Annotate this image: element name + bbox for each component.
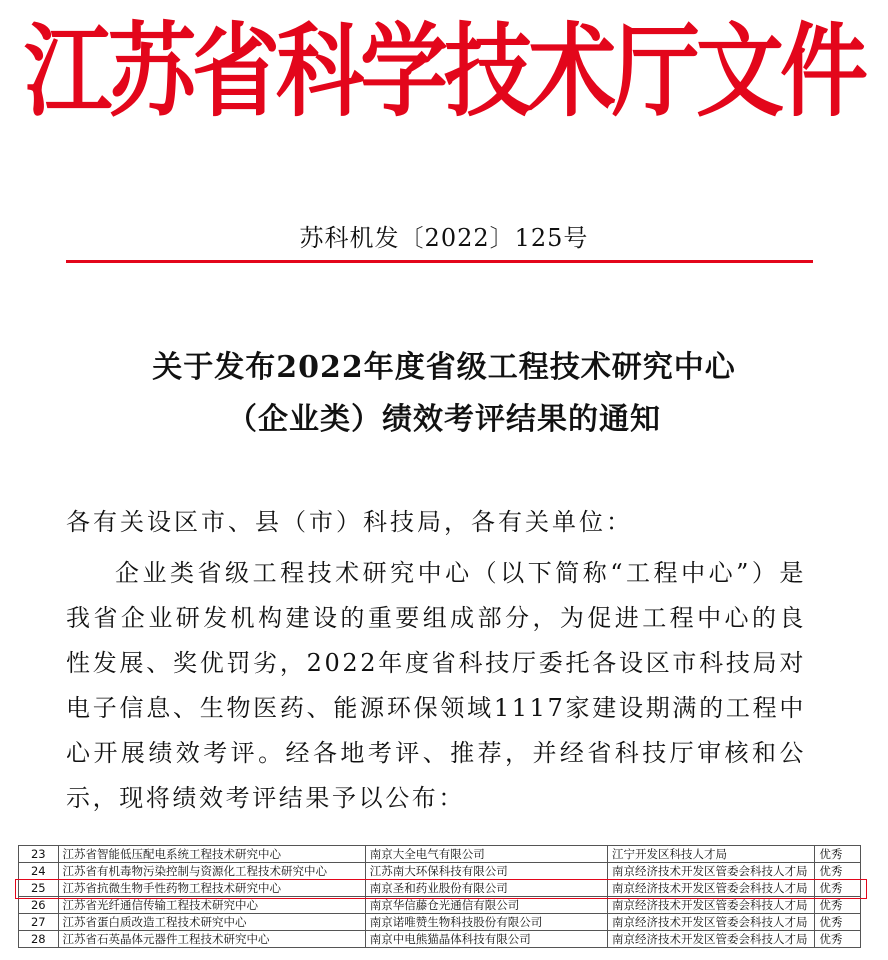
evaluation-result: 优秀 <box>815 931 861 948</box>
row-number: 25 <box>19 880 59 897</box>
center-name: 江苏省光纤通信传输工程技术研究中心 <box>58 897 365 914</box>
center-name: 江苏省石英晶体元器件工程技术研究中心 <box>58 931 365 948</box>
document-masthead: 江苏省科学技术厅文件 <box>23 11 864 131</box>
company-name: 南京大全电气有限公司 <box>365 846 607 863</box>
table-row <box>19 897 861 914</box>
notice-title-line-1: 关于发布2022年度省级工程技术研究中心 <box>152 350 736 385</box>
row-number: 28 <box>19 931 59 948</box>
recommending-unit: 南京经济技术开发区管委会科技人才局 <box>608 914 815 931</box>
evaluation-result: 优秀 <box>815 880 861 897</box>
center-name: 江苏省抗微生物手性药物工程技术研究中心 <box>58 880 365 897</box>
recommending-unit: 南京经济技术开发区管委会科技人才局 <box>608 897 815 914</box>
highlight-box <box>15 879 867 899</box>
table-row <box>19 914 861 931</box>
row-number: 23 <box>19 846 59 863</box>
evaluation-result: 优秀 <box>815 863 861 880</box>
salutation: 各有关设区市、县（市）科技局，各有关单位： <box>66 508 633 536</box>
red-divider-line <box>66 260 813 263</box>
company-name: 南京华信藤仓光通信有限公司 <box>365 897 607 914</box>
evaluation-result: 优秀 <box>815 846 861 863</box>
notice-title-line-2: （企业类）绩效考评结果的通知 <box>227 402 661 437</box>
company-name: 南京圣和药业股份有限公司 <box>365 880 607 897</box>
center-name: 江苏省蛋白质改造工程技术研究中心 <box>58 914 365 931</box>
recommending-unit: 江宁开发区科技人才局 <box>608 846 815 863</box>
row-number: 26 <box>19 897 59 914</box>
document-number: 苏科机发〔2022〕125号 <box>299 224 589 252</box>
table-row <box>19 863 861 880</box>
table-row <box>19 846 861 863</box>
evaluation-result: 优秀 <box>815 897 861 914</box>
center-name: 江苏省智能低压配电系统工程技术研究中心 <box>58 846 365 863</box>
company-name: 江苏南大环保科技有限公司 <box>365 863 607 880</box>
row-number: 27 <box>19 914 59 931</box>
recommending-unit: 南京经济技术开发区管委会科技人才局 <box>608 863 815 880</box>
company-name: 南京诺唯赞生物科技股份有限公司 <box>365 914 607 931</box>
company-name: 南京中电熊猫晶体科技有限公司 <box>365 931 607 948</box>
table-row <box>19 931 861 948</box>
recommending-unit: 南京经济技术开发区管委会科技人才局 <box>608 931 815 948</box>
recommending-unit: 南京经济技术开发区管委会科技人才局 <box>608 880 815 897</box>
center-name: 江苏省有机毒物污染控制与资源化工程技术研究中心 <box>58 863 365 880</box>
row-number: 24 <box>19 863 59 880</box>
body-paragraph: 企业类省级工程技术研究中心（以下简称“工程中心”）是我省企业研发机构建设的重要组成部分，为促进工程中心的良性发展、奖优罚劣，2022年度省科技厅委托各设区市科技局对电子信息、生物医药、能源环保领域1117家建设期满的工程中心开展绩效考评。经各地考评、推荐，并经省科技厅审核和公示，现将绩效考评结果予以公布： <box>66 559 806 812</box>
evaluation-result: 优秀 <box>815 914 861 931</box>
